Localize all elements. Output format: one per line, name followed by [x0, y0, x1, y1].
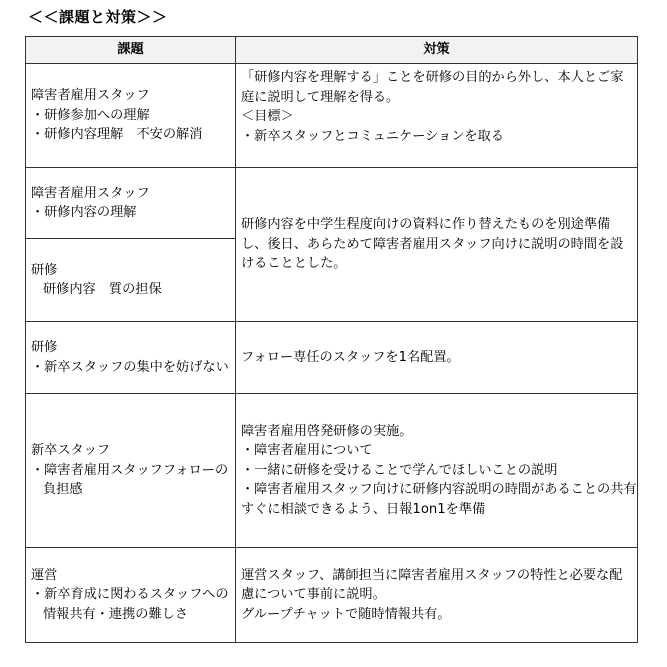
measure-cell	[236, 168, 638, 322]
issue-line: 研修内容 質の担保	[43, 282, 162, 297]
measure-cell	[236, 322, 638, 394]
measure-cell	[236, 64, 638, 168]
measure-cell	[236, 548, 638, 643]
table-row	[26, 548, 638, 643]
issue-cell	[26, 322, 236, 394]
issue-line: ・研修内容理解 不安の解消	[31, 127, 203, 143]
issue-line: ・研修参加への理解	[31, 107, 150, 123]
issue-line: 研修	[31, 340, 58, 355]
measure-line: 運営スタッフ、講師担当に障害者雇用スタッフの特性と必要な配慮について事前に説明。	[241, 567, 623, 603]
measure-line: ・新卒スタッフとコミュニケーションを取る	[241, 128, 504, 144]
header-issue: 課題	[26, 37, 236, 64]
measure-line: ・障害者雇用スタッフ向けに研修内容説明の時間があることの共有	[241, 482, 637, 498]
measure-line: ・障害者雇用について	[241, 443, 373, 459]
measure-line: 「研修内容を理解する」ことを研修の目的から外し、本人とご家庭に説明して理解を得る。	[241, 70, 624, 105]
issue-line: ・新卒育成に関わるスタッフへの	[31, 587, 229, 603]
issue-line: ・障害者雇用スタッフフォローの	[31, 462, 229, 478]
measure-line: 障害者雇用啓発研修の実施。	[241, 423, 413, 439]
table-header-row	[26, 37, 638, 64]
issue-line: 情報共有・連携の難しさ	[43, 606, 189, 622]
measure-line: フォロー専任のスタッフを1名配置。	[241, 349, 460, 365]
measure-line: すぐに相談できるよう、日報1on1を準備	[241, 501, 486, 517]
issue-cell	[26, 168, 236, 239]
table-row	[26, 322, 638, 394]
table-row	[26, 168, 638, 239]
issue-cell	[26, 548, 236, 643]
issue-cell	[26, 394, 236, 548]
measure-line: ・一緒に研修を受けることで学んでほしいことの説明	[241, 462, 558, 478]
measure-line: ＜目標＞	[241, 109, 294, 124]
page-title: ＜＜課題と対策＞＞	[28, 8, 168, 26]
issue-line: 運営	[31, 567, 58, 583]
issue-line: 研修	[31, 262, 58, 278]
measure-cell	[236, 394, 638, 548]
header-measure: 対策	[236, 37, 638, 64]
issue-line: 障害者雇用スタッフ	[31, 88, 150, 104]
issue-line: ・研修内容の理解	[31, 205, 137, 220]
issue-cell	[26, 239, 236, 322]
table-row	[26, 64, 638, 168]
issue-line: 障害者雇用スタッフ	[31, 185, 150, 201]
issue-cell	[26, 64, 236, 168]
issue-line: 負担感	[43, 482, 83, 498]
issue-line: ・新卒スタッフの集中を妨げない	[31, 359, 229, 375]
issue-line: 新卒スタッフ	[31, 443, 111, 459]
measure-line: グループチャットで随時情報共有。	[241, 606, 451, 622]
table-row	[26, 394, 638, 548]
measure-line: 研修内容を中学生程度向けの資料に作り替えたものを別途準備し、後日、あらためて障害者雇用スタッフ向けに説明の時間を設けることとした。	[241, 217, 624, 272]
issues-measures-table	[25, 36, 638, 643]
